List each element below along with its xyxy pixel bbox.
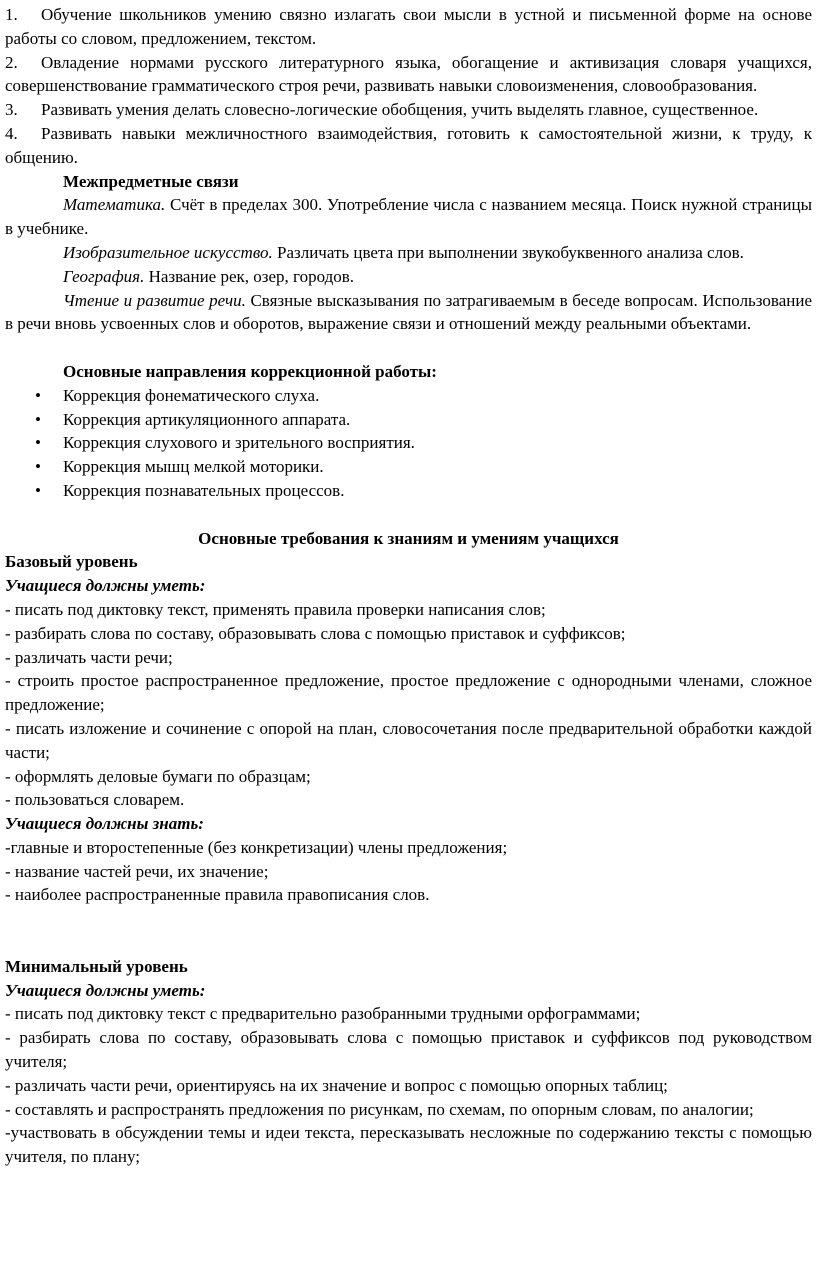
dash-item: - писать под диктовку текст с предварительно разобранными трудными орфограммами;	[5, 1004, 641, 1024]
bullet-icon: •	[35, 457, 41, 477]
bullet-item	[5, 479, 812, 503]
lead-subject-text: Математика.	[63, 195, 166, 215]
bullet-item	[5, 455, 812, 479]
bullet-text: Коррекция артикуляционного аппарата.	[63, 409, 351, 429]
list-number: 4.	[5, 123, 18, 143]
paragraph-text: Овладение нормами русского литературного языка, обогащение и активизация словаря учащихся, совершенствование грамматического строя речи, развивать навыки словоизменения, словообразования.	[5, 52, 812, 96]
lead-paragraph	[5, 193, 812, 241]
list-number: 2.	[5, 52, 18, 72]
lead-paragraph	[5, 265, 812, 289]
dash-item: - наиболее распространенные правила правописания слов.	[5, 885, 430, 905]
paragraph-text: Развивать умения делать словесно-логические обобщения, учить выделять главное, существенное.	[41, 100, 759, 120]
dash-item: -главные и второстепенные (без конкретизации) члены предложения;	[5, 837, 508, 857]
level-heading: Базовый уровень	[5, 552, 138, 572]
bullet-item	[5, 384, 812, 408]
paragraph-text: Название рек, озер, городов.	[148, 266, 355, 286]
dash-item: - писать изложение и сочинение с опорой на план, словосочетания после предварительной обработки каждой части;	[5, 718, 812, 762]
main-heading: Основные требования к знаниям и умениям учащихся	[198, 528, 619, 548]
dash-item: - название частей речи, их значение;	[5, 861, 269, 881]
dash-item: - составлять и распространять предложения по рисункам, по схемам, по опорным словам, по аналогии;	[5, 1099, 754, 1119]
dash-item: - писать под диктовку текст, применять правила проверки написания слов;	[5, 599, 546, 619]
list-number: 3.	[5, 100, 18, 120]
bullet-text: Коррекция познавательных процессов.	[63, 480, 345, 500]
section-heading: Межпредметные связи	[63, 171, 239, 191]
bullet-icon: •	[35, 480, 41, 500]
lead-subject-text: География.	[63, 266, 145, 286]
bullet-item	[5, 408, 812, 432]
dash-item: - различать части речи;	[5, 647, 173, 667]
paragraph-text: Различать цвета при выполнении звукобуквенного анализа слов.	[277, 242, 744, 262]
dash-item: - различать части речи, ориентируясь на их значение и вопрос с помощью опорных таблиц;	[5, 1075, 668, 1095]
dash-item: - разбирать слова по составу, образовывать слова с помощью приставок и суффиксов под руководством учителя;	[5, 1028, 812, 1072]
subsection-heading: Учащиеся должны уметь:	[5, 980, 206, 1000]
numbered-paragraph	[5, 3, 812, 51]
bullet-icon: •	[35, 433, 41, 453]
dash-item: - разбирать слова по составу, образовывать слова с помощью приставок и суффиксов;	[5, 623, 626, 643]
blank-line	[5, 907, 812, 931]
bullet-icon: •	[35, 385, 41, 405]
lead-subject-text: Изобразительное искусство.	[63, 242, 273, 262]
dash-item: -участвовать в обсуждении темы и идеи текста, пересказывать несложные по содержанию тексты с помощью учителя, по плану;	[5, 1123, 812, 1167]
bullet-text: Коррекция слухового и зрительного восприятия.	[63, 433, 415, 453]
numbered-paragraph	[5, 122, 812, 170]
paragraph-text: Связные высказывания по затрагиваемым в беседе вопросам. Использование в речи вновь усвоенных слов и оборотов, выражение связи и отношений между реальными объектами.	[5, 290, 813, 334]
dash-item: - пользоваться словарем.	[5, 790, 185, 810]
bullet-text: Коррекция мышц мелкой моторики.	[63, 457, 324, 477]
subsection-heading: Учащиеся должны уметь:	[5, 576, 206, 596]
level-heading: Минимальный уровень	[5, 956, 188, 976]
lead-paragraph	[5, 289, 812, 337]
subsection-heading: Учащиеся должны знать:	[5, 814, 204, 834]
blank-line	[5, 503, 812, 527]
numbered-paragraph	[5, 98, 812, 122]
lead-paragraph	[5, 241, 812, 265]
list-number: 1.	[5, 5, 18, 24]
paragraph-text: Обучение школьников умению связно излагать свои мысли в устной и письменной форме на основе работы со словом, предложением, текстом.	[5, 5, 812, 48]
dash-item: - строить простое распространенное предложение, простое предложение с однородными членами, сложное предложение;	[5, 671, 812, 715]
bullet-item	[5, 431, 812, 455]
numbered-paragraph	[5, 51, 812, 99]
paragraph-text: Счёт в пределах 300. Употребление числа с названием месяца. Поиск нужной страницы в учебнике.	[5, 195, 813, 239]
blank-line	[5, 336, 812, 360]
dash-item: - оформлять деловые бумаги по образцам;	[5, 766, 311, 786]
blank-line	[5, 931, 812, 955]
section-heading: Основные направления коррекционной работы:	[63, 361, 437, 381]
bullet-icon: •	[35, 409, 41, 429]
bullet-text: Коррекция фонематического слуха.	[63, 385, 320, 405]
paragraph-text: Развивать навыки межличностного взаимодействия, готовить к самостоятельной жизни, к труду, к общению.	[5, 123, 812, 167]
lead-subject-text: Чтение и развитие речи.	[63, 290, 246, 310]
